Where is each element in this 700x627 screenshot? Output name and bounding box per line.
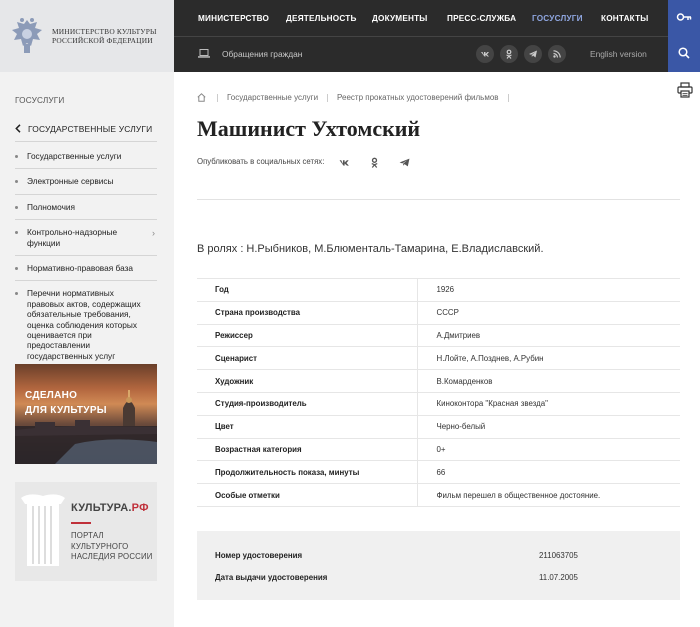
sidebar-item-label: Контрольно-надзорные функции [27, 227, 118, 248]
breadcrumb-separator [327, 94, 328, 102]
nav-documents[interactable]: ДОКУМЕНТЫ [372, 14, 428, 23]
detail-key: Продолжительность показа, минуты [197, 461, 417, 484]
detail-key: Сценарист [197, 347, 417, 370]
sidebar-item-regulatory-lists[interactable] [15, 281, 157, 368]
coat-of-arms-icon [10, 16, 44, 56]
accent-column [668, 0, 700, 72]
banner1-line2: ДЛЯ КУЛЬТУРЫ [25, 405, 107, 416]
certificate-number-label: Номер удостоверения [215, 551, 303, 560]
kultura-rf-banner[interactable] [15, 482, 157, 581]
sidebar-title-label: ГОСУДАРСТВЕННЫЕ УСЛУГИ [28, 123, 153, 134]
share-telegram-icon[interactable] [399, 157, 410, 168]
banner2-divider [71, 522, 91, 524]
nav-ministry[interactable]: МИНИСТЕРСТВО [198, 14, 270, 23]
detail-value: 0+ [417, 438, 680, 461]
detail-key: Страна производства [197, 301, 417, 324]
search-icon[interactable] [678, 47, 690, 59]
english-version-link[interactable]: English version [590, 49, 647, 59]
breadcrumb-separator [508, 94, 509, 102]
sidebar-item-control-functions[interactable] [15, 220, 157, 256]
cast-text: В ролях : Н.Рыбников, М.Блюменталь-Тамарина, Е.Владиславский. [197, 243, 544, 255]
banner2-sub2: КУЛЬТУРНОГО [71, 541, 129, 551]
sidebar-section-label[interactable]: ГОСУСЛУГИ [15, 96, 65, 105]
nav-public-services[interactable]: ГОСУСЛУГИ [532, 14, 583, 23]
share-label: Опубликовать в социальных сетях: [197, 157, 325, 166]
top-bar [174, 0, 668, 72]
telegram-icon[interactable] [524, 45, 542, 63]
table-row [197, 438, 680, 461]
detail-value: А.Дмитриев [417, 324, 680, 347]
made-for-culture-banner[interactable] [15, 364, 157, 464]
detail-key: Год [197, 279, 417, 302]
key-icon[interactable] [676, 11, 692, 23]
table-row [197, 415, 680, 438]
logo-text-line1: МИНИСТЕРСТВО КУЛЬТУРЫ [52, 27, 157, 36]
chevron-left-icon [15, 124, 21, 133]
detail-key: Возрастная категория [197, 438, 417, 461]
share-odnoklassniki-icon[interactable] [369, 157, 380, 168]
ministry-logo[interactable] [0, 0, 174, 72]
breadcrumb [197, 93, 518, 102]
detail-value: 1926 [417, 279, 680, 302]
detail-value: В.Комарденков [417, 370, 680, 393]
sidebar-item-label: Перечни нормативных правовых актов, содержащих обязательные требования, оценка соблюдения которых оценивается при предоставлении государственных услуг [27, 288, 141, 361]
table-row [197, 484, 680, 507]
banner2-sub3: НАСЛЕДИЯ РОССИИ [71, 552, 153, 561]
detail-value: Киноконтора "Красная звезда" [417, 392, 680, 415]
detail-value: СССР [417, 301, 680, 324]
share-vk-icon[interactable] [339, 157, 350, 168]
detail-key: Художник [197, 370, 417, 393]
sidebar-item-e-services[interactable] [15, 169, 157, 194]
banner2-title [71, 502, 149, 514]
breadcrumb-film-registry[interactable]: Реестр прокатных удостоверений фильмов [337, 93, 499, 102]
detail-key: Режиссер [197, 324, 417, 347]
sidebar-item-powers[interactable] [15, 195, 157, 220]
banner2-sub1: ПОРТАЛ [71, 531, 104, 540]
logo-text-line2: РОССИЙСКОЙ ФЕДЕРАЦИИ [52, 36, 153, 45]
banner1-line1: СДЕЛАНО [25, 390, 78, 401]
page-title: Машинист Ухтомский [197, 116, 421, 141]
sidebar-item-label: Государственные услуги [27, 151, 122, 161]
detail-value: Н.Лойте, А.Позднев, А.Рубин [417, 347, 680, 370]
odnoklassniki-icon[interactable] [500, 45, 518, 63]
detail-value: Фильм перешел в общественное достояние. [417, 484, 680, 507]
breadcrumb-separator [217, 94, 218, 102]
laptop-icon [198, 49, 210, 58]
sidebar [0, 72, 174, 627]
certificate-number-value: 211063705 [539, 551, 578, 560]
table-row [197, 461, 680, 484]
certificate-number-row [215, 551, 578, 560]
table-row [197, 301, 680, 324]
table-row [197, 279, 680, 302]
certificate-block [197, 531, 680, 600]
banner2-title-accent: РФ [131, 502, 149, 514]
detail-value: Черно-белый [417, 415, 680, 438]
detail-key: Студия-производитель [197, 392, 417, 415]
table-row [197, 392, 680, 415]
table-row [197, 347, 680, 370]
film-details-table [197, 278, 680, 507]
citizen-appeals-link[interactable]: Обращения граждан [222, 49, 303, 59]
nav-activity[interactable]: ДЕЯТЕЛЬНОСТЬ [286, 14, 357, 23]
breadcrumb-public-services[interactable]: Государственные услуги [227, 93, 319, 102]
chevron-right-icon: › [152, 228, 155, 239]
vk-icon[interactable] [476, 45, 494, 63]
sidebar-item-legal-base[interactable] [15, 256, 157, 281]
table-row [197, 324, 680, 347]
main-nav [174, 0, 668, 37]
print-icon[interactable] [677, 82, 693, 98]
detail-key: Особые отметки [197, 484, 417, 507]
detail-key: Цвет [197, 415, 417, 438]
detail-value: 66 [417, 461, 680, 484]
home-icon[interactable] [197, 93, 206, 102]
certificate-date-label: Дата выдачи удостоверения [215, 573, 328, 582]
sidebar-back-title[interactable] [15, 116, 157, 142]
sidebar-menu [15, 144, 157, 368]
sidebar-item-label: Нормативно-правовая база [27, 263, 134, 274]
certificate-date-value: 11.07.2005 [539, 573, 578, 582]
rss-icon[interactable] [548, 45, 566, 63]
certificate-date-row [215, 573, 578, 582]
sidebar-item-label: Полномочия [27, 201, 76, 212]
sidebar-item-label: Электронные сервисы [27, 176, 114, 187]
sub-bar [174, 37, 668, 72]
divider [197, 199, 680, 200]
table-row [197, 370, 680, 393]
banner2-title-main: КУЛЬТУРА. [71, 502, 132, 514]
nav-contacts[interactable]: КОНТАКТЫ [601, 14, 649, 23]
nav-press-service[interactable]: ПРЕСС-СЛУЖБА [447, 14, 517, 23]
column-icon [21, 492, 65, 572]
sidebar-item-public-services[interactable] [15, 144, 157, 169]
